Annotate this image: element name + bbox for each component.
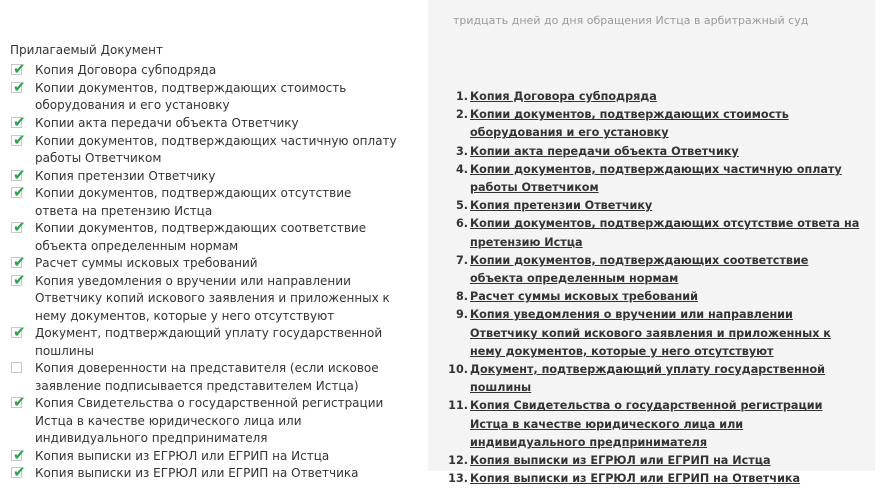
- checkmark-icon: ✔: [13, 77, 26, 96]
- checklist-item[interactable]: [8, 395, 398, 447]
- document-link[interactable]: Копии акта передачи объекта Ответчику: [470, 144, 739, 158]
- document-link[interactable]: Копии документов, подтверждающих отсутствие ответа на претензию Истца: [470, 217, 860, 249]
- checklist-item-label: Копии документов, подтверждающих отсутствие ответа на претензию Истца: [35, 186, 352, 218]
- checkmark-icon: ✔: [13, 323, 26, 342]
- checklist-item-label: Копия уведомления о вручении или направлении Ответчику копий искового заявления и приложенных к нему документов, которые у него отсутствуют: [35, 274, 390, 323]
- checkbox-checked[interactable]: [11, 253, 26, 272]
- document-list-item: [442, 397, 862, 452]
- checkmark-icon: ✔: [13, 165, 26, 184]
- checklist-item[interactable]: [8, 165, 398, 185]
- checkmark-icon: ✔: [13, 393, 26, 412]
- document-link[interactable]: Копии документов, подтверждающих частичную оплату работы Ответчиком: [470, 162, 842, 195]
- document-list-item: [442, 215, 862, 251]
- document-number: 6.: [455, 217, 468, 231]
- checklist-item[interactable]: [8, 360, 398, 394]
- document-link[interactable]: Копия Договора субподряда: [470, 90, 657, 103]
- document-list-item: [442, 143, 862, 161]
- document-number: 2.: [455, 108, 468, 122]
- checklist-item[interactable]: [8, 112, 398, 132]
- document-number: 11.: [448, 399, 468, 413]
- document-number: 5.: [455, 199, 468, 213]
- checkbox-checked[interactable]: [11, 393, 26, 412]
- checklist-item-label: Копии документов, подтверждающих частичную оплату работы Ответчиком: [35, 133, 397, 165]
- checklist-item-label: Расчет суммы исковых требований: [35, 256, 258, 271]
- document-list-item: [442, 106, 862, 142]
- document-list-item: [442, 361, 862, 397]
- checklist-item[interactable]: [8, 273, 398, 325]
- preview-clipped-text: тридцать дней до дня обращения Истца в арбитражный суд: [453, 14, 809, 27]
- document-number: 4.: [455, 162, 468, 176]
- checklist-item[interactable]: [8, 220, 398, 254]
- document-list-item: [442, 161, 862, 197]
- checkbox-checked[interactable]: [11, 271, 26, 290]
- document-link[interactable]: Копия Свидетельства о государственной регистрации Истца в качестве юридического лица или индивидуального предпринимателя: [470, 399, 823, 449]
- document-preview-panel: [428, 0, 875, 486]
- checkmark-icon: ✔: [13, 445, 26, 464]
- checkbox-checked[interactable]: [11, 60, 26, 78]
- checkbox-checked[interactable]: [11, 112, 26, 131]
- checklist-item[interactable]: [8, 255, 398, 272]
- checklist-title: Прилагаемый Документ: [10, 43, 163, 57]
- document-number: 13.: [448, 472, 468, 486]
- document-number: 12.: [448, 454, 468, 468]
- document-list-item: [442, 288, 862, 306]
- document-link[interactable]: Копия претензии Ответчику: [470, 199, 653, 213]
- checkbox-checked[interactable]: [11, 165, 26, 184]
- checklist-item-label: Копии документов, подтверждающих стоимость оборудования и его установку: [35, 80, 347, 112]
- checklist-item-label: Копия доверенности на представителя (если исковое заявление подписывается представителем Истца): [35, 361, 379, 393]
- checklist-item-label: Копия выписки из ЕГРЮЛ или ЕГРИП на Ответчика: [35, 466, 359, 481]
- checklist-item[interactable]: [8, 465, 398, 482]
- document-number: 7.: [455, 253, 468, 267]
- checkbox-checked[interactable]: [11, 218, 26, 237]
- document-number: 9.: [455, 308, 468, 322]
- document-list-item: [442, 88, 862, 106]
- checkbox-checked[interactable]: [11, 463, 26, 482]
- checkmark-icon: ✔: [13, 112, 26, 131]
- checklist-item[interactable]: [8, 445, 398, 465]
- checklist-item[interactable]: [8, 130, 398, 167]
- checklist-item-label: Копия претензии Ответчику: [35, 168, 216, 183]
- checklist-item[interactable]: [8, 62, 398, 79]
- checklist-item-label: Копия выписки из ЕГРЮЛ или ЕГРИП на Истца: [35, 448, 330, 463]
- checkmark-icon: ✔: [13, 218, 26, 237]
- checkmark-icon: ✔: [13, 183, 26, 202]
- checkmark-icon: ✔: [13, 253, 26, 272]
- attachments-checklist-panel: [0, 0, 420, 482]
- checklist-item-label: Копия Свидетельства о государственной регистрации Истца в качестве юридического лица или индивидуального предпринимателя: [35, 396, 384, 445]
- checklist-item-label: Копии документов, подтверждающих соответствие объекта определенным нормам: [35, 221, 367, 253]
- checkbox-checked[interactable]: [11, 183, 26, 202]
- checkbox-unchecked[interactable]: [11, 362, 22, 373]
- checkmark-icon: ✔: [13, 60, 26, 78]
- document-link[interactable]: Копия уведомления о вручении или направлении Ответчику копий искового заявления и приложенных к нему документов, которые у него отсутствуют: [470, 308, 831, 358]
- document-number: 10.: [448, 363, 468, 377]
- checkmark-icon: ✔: [13, 463, 26, 482]
- checklist-item-label: Копия Договора субподряда: [35, 63, 217, 77]
- checkbox-checked[interactable]: [11, 323, 26, 342]
- checklist-item[interactable]: [8, 185, 398, 219]
- document-list-item: [442, 470, 862, 488]
- document-link[interactable]: Документ, подтверждающий уплату государственной пошлины: [470, 363, 826, 395]
- checklist-item[interactable]: [8, 325, 398, 359]
- document-link[interactable]: Копия выписки из ЕГРЮЛ или ЕГРИП на Истца: [470, 454, 771, 468]
- checkmark-icon: ✔: [13, 271, 26, 290]
- checklist-item-label: Копии акта передачи объекта Ответчику: [35, 115, 299, 130]
- checklist-item-label: Документ, подтверждающий уплату государственной пошлины: [35, 326, 383, 358]
- checklist: [8, 62, 398, 483]
- document-number: 3.: [455, 144, 468, 158]
- document-list-item: [442, 452, 862, 470]
- document-link[interactable]: Расчет суммы исковых требований: [470, 290, 698, 304]
- checkbox-checked[interactable]: [11, 77, 26, 96]
- checkbox-checked[interactable]: [11, 130, 26, 149]
- document-list-item: [442, 252, 862, 288]
- document-link[interactable]: Копии документов, подтверждающих стоимость оборудования и его установку: [470, 108, 789, 140]
- document-link[interactable]: Копия выписки из ЕГРЮЛ или ЕГРИП на Ответчика: [470, 472, 801, 486]
- document-list-item: [442, 306, 862, 361]
- checkmark-icon: ✔: [13, 130, 26, 149]
- document-number: 8.: [455, 290, 468, 304]
- attached-documents-list: [442, 88, 862, 488]
- document-number: 1.: [455, 90, 468, 103]
- checklist-item[interactable]: [8, 77, 398, 114]
- document-list-item: [442, 197, 862, 215]
- checkbox-checked[interactable]: [11, 445, 26, 464]
- document-link[interactable]: Копии документов, подтверждающих соответствие объекта определенным нормам: [470, 253, 809, 286]
